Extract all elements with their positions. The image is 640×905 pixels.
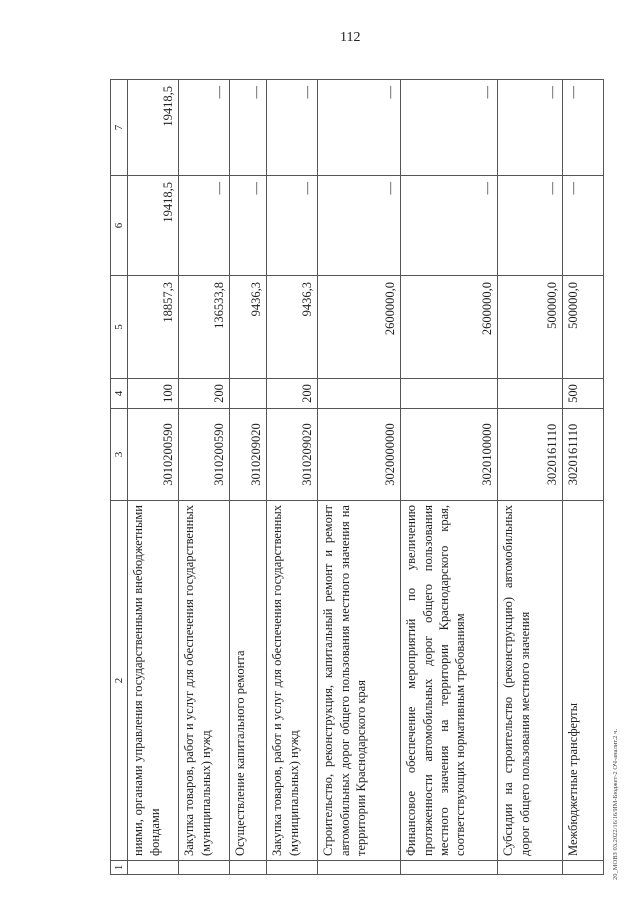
row-name: Межбюджетные трансферты (563, 501, 604, 861)
row-value-6: — (318, 176, 401, 276)
row-value-6: — (179, 176, 230, 276)
row-name: Строительство, реконструкция, капитальный ремонт и ремонт автомобильных дорог общего пользования местного значения на территории Краснодарского края (318, 501, 401, 861)
table-row (318, 80, 401, 875)
row-value-7: — (401, 80, 498, 176)
row-number (267, 861, 318, 875)
table-row (498, 80, 563, 875)
row-value-5: 9436,3 (267, 276, 318, 379)
header-col-1: 1 (111, 861, 128, 875)
row-value-7: — (318, 80, 401, 176)
row-value-5: 500000,0 (498, 276, 563, 379)
row-value-5: 2600000,0 (318, 276, 401, 379)
row-type (318, 379, 401, 409)
budget-table (110, 79, 604, 875)
row-code: 3020161110 (498, 409, 563, 501)
row-value-5: 500000,0 (563, 276, 604, 379)
row-value-7: — (563, 80, 604, 176)
row-value-7: — (230, 80, 267, 176)
row-code: 3020161110 (563, 409, 604, 501)
row-type: 100 (128, 379, 179, 409)
row-value-7: — (267, 80, 318, 176)
row-number (563, 861, 604, 875)
table-row (230, 80, 267, 875)
page-number: 112 (340, 30, 361, 45)
row-value-7: — (498, 80, 563, 176)
row-value-6: — (401, 176, 498, 276)
header-col-5: 5 (111, 276, 128, 379)
header-col-4: 4 (111, 379, 128, 409)
table-row (128, 80, 179, 875)
row-value-6: — (563, 176, 604, 276)
row-name: Закупка товаров, работ и услуг для обеспечения государственных (муниципальных) нужд (179, 501, 230, 861)
table-row (401, 80, 498, 875)
row-value-5: 9436,3 (230, 276, 267, 379)
row-name: ниями, органами управления государственными внебюджетными фондами (128, 501, 179, 861)
table-row (563, 80, 604, 875)
table-header-row (111, 80, 128, 875)
header-col-6: 6 (111, 176, 128, 276)
row-value-5: 2600000,0 (401, 276, 498, 379)
rotated-table-container (110, 80, 600, 875)
row-name: Субсидии на строительство (реконструкцию) автомобильных дорог общего пользования местного значения (498, 501, 563, 861)
row-code: 3010209020 (230, 409, 267, 501)
row-value-6: 19418,5 (128, 176, 179, 276)
row-code: 3020100000 (401, 409, 498, 501)
row-type (498, 379, 563, 409)
row-value-7: — (179, 80, 230, 176)
row-code: 3010200590 (128, 409, 179, 501)
row-type: 200 (179, 379, 230, 409)
row-code: 3020000000 (318, 409, 401, 501)
row-code: 3010209020 (267, 409, 318, 501)
row-type: 500 (563, 379, 604, 409)
row-name: Закупка товаров, работ и услуг для обеспечения государственных (муниципальных) нужд (267, 501, 318, 861)
row-type (401, 379, 498, 409)
row-value-5: 136533,8 (179, 276, 230, 379)
row-number (318, 861, 401, 875)
footer-code: 20_МОВЗ 03.2022/16/16/ИМ-Бюджет-2 ОЧ-аналит.2 ч. (612, 728, 619, 880)
row-value-6: — (267, 176, 318, 276)
header-col-2: 2 (111, 501, 128, 861)
table-row (179, 80, 230, 875)
row-type: 200 (267, 379, 318, 409)
row-value-7: 19418,5 (128, 80, 179, 176)
row-value-6: — (498, 176, 563, 276)
row-name: Финансовое обеспечение мероприятий по увеличению протяженности автомобильных дорог общего пользования местного значения на территории Краснодарского края, соответствующих нормативным требованиям (401, 501, 498, 861)
row-type (230, 379, 267, 409)
row-number (401, 861, 498, 875)
header-col-3: 3 (111, 409, 128, 501)
table-row (267, 80, 318, 875)
row-name: Осуществление капитального ремонта (230, 501, 267, 861)
row-value-5: 18857,3 (128, 276, 179, 379)
row-number (179, 861, 230, 875)
row-number (128, 861, 179, 875)
header-col-7: 7 (111, 80, 128, 176)
row-value-6: — (230, 176, 267, 276)
row-code: 3010200590 (179, 409, 230, 501)
row-number (498, 861, 563, 875)
row-number (230, 861, 267, 875)
